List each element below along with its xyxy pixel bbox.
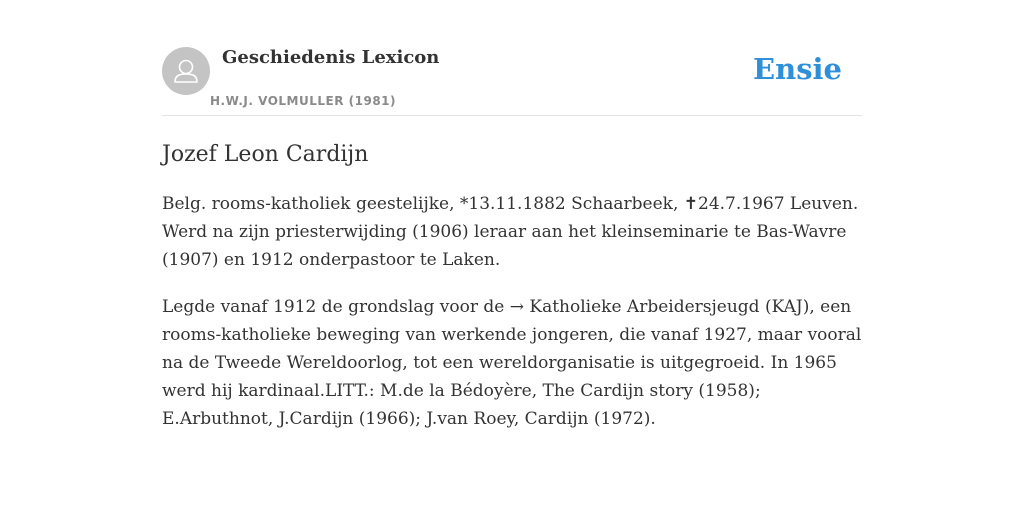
ensie-logo-link[interactable]: Ensie bbox=[753, 52, 842, 86]
entry-card bbox=[162, 46, 862, 433]
paragraph-text: , een rooms-katholieke beweging van werkende jongeren, die vanaf 1927, maar vooral na de Tweede Wereldoorlog, tot een wereldorganisatie is uitgegroeid. In 1965 werd hij kardinaal.LITT.: M.de la Bédoyère, The Cardijn story (1958); E.Arbuthnot, J.Cardijn (1966); J.van Roey, Cardijn (1972). bbox=[162, 297, 862, 429]
entry-body bbox=[162, 190, 862, 433]
user-silhouette-icon bbox=[162, 47, 210, 95]
source-title[interactable]: Geschiedenis Lexicon bbox=[222, 47, 440, 68]
cross-reference-link[interactable]: → Katholieke Arbeidersjeugd (KAJ) bbox=[509, 297, 810, 317]
source-author: H.W.J. VOLMULLER (1981) bbox=[210, 94, 397, 108]
paragraph-text: Legde vanaf 1912 de grondslag voor de bbox=[162, 297, 510, 317]
entry-header bbox=[162, 46, 862, 116]
entry-paragraph: Belg. rooms-katholiek geestelijke, *13.11.1882 Schaarbeek, ✝24.7.1967 Leuven. Werd na zijn priesterwijding (1906) leraar aan het kleinseminarie te Bas-Wavre (1907) en 1912 onderpastoor te Laken. bbox=[162, 194, 859, 270]
entry-paragraph bbox=[162, 293, 862, 433]
entry-title: Jozef Leon Cardijn bbox=[162, 142, 369, 167]
